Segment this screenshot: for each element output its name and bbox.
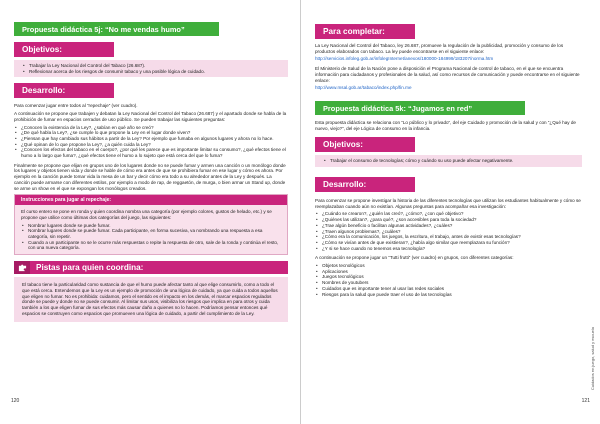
ministerio-link[interactable]: http://www.msal.gob.ar/tabaco/index.php/fin.me [315,85,412,91]
right-page [300,0,600,424]
list-item: • Cuidados que es importante tener al usar las redes sociales [315,286,582,292]
questions-list [14,125,288,159]
instructions-heading: Instrucciones para jugar al repechaje: [15,195,287,205]
left-content [14,22,288,322]
page-number: 120 [11,398,20,404]
list-item: • ¿Cómo era la comunicación, los juegos, la escritura, el trabajo, antes de existir esas tecnologías? [315,234,582,240]
completar-paragraph: El Ministerio de Salud de la Nación pone a disposición el Programa Nacional de control de tabaco, en el que se encuentra información para ciudadanos y profesionales de la salud, así como recursos de comunicación y puede encontrarse en el siguiente enlace: [315,66,580,83]
pistas-heading-bar [14,261,288,274]
instructions-box [14,194,288,255]
puzzle-icon [14,261,30,274]
objetivos-list [22,63,280,74]
list-item: • Nombrar lugares donde se puede fumar. [21,223,281,229]
instructions-body [15,205,287,254]
categories-list [315,263,582,297]
completar-paragraph: La Ley Nacional del Control del Tabaco, ley 26.687, promueve la regulación de la publicidad, promoción y consumo de los productos elaborados con tabaco. La ley puede encontrarse en el siguiente enlace: [315,43,564,54]
questions-list [315,211,582,251]
objetivos-box [315,155,582,167]
objetivos-heading: Objetivos: [315,137,415,152]
desarrollo-heading: Desarrollo: [14,83,114,98]
instructions-list [21,223,281,252]
list-item: • Juegos tecnológicos [315,274,582,280]
ley-link[interactable]: http://servicios.infoleg.gob.ar/infolegInternet/anexos/180000-184999/183207/norma.htm [315,56,494,62]
list-item: • Nombrar lugares donde se puede fumar. Cada participante, en forma sucesiva, va nombrando una respuesta a esa categoría, sin repetir. [21,228,281,239]
vertical-running-title: Cuidados en juego, salud y escuela [590,326,595,390]
list-item: • ¿Quiénes las utilizan?, ¿para qué?, ¿son accesibles para toda la sociedad? [315,217,582,223]
instructions-intro: El curso entero se pone en ronda y quien coordina nombra una categoría (por ejemplo colores, gustos de helado, etc.) y se propone que utilice como últimas dos categorías del juego, las siguientes: [21,209,272,220]
closing-paragraph: Finalmente se propone que elijan en grupos uno de los lugares donde no se puede fumar y armen una canción o un monólogo donde los lugares y objetos tienen vida y donde se hable de cómo era antes de que se prohibiera fumar en ese lugar y cómo es ahora. Por ejemplo en la canción puede tomar vida la mesa de un bar y decir cómo era todo a su alrededor antes de la Ley y después. La canción puede armarse con diferentes estilos, por ejemplo a modo de rap, de reggaetón, de murga, o bien armar un Stand up, donde se arme un show en el que se expongan los monólogos creados. [14,162,286,191]
list-item: • Riesgos para la salud que puede traer el uso de las tecnologías [315,292,582,298]
list-item: • ¿Conocen la existencia de la Ley?, ¿sabían en qué año se creó? [14,125,288,131]
list-item: • ¿De qué habla la Ley?, ¿se cumple lo que propone la Ley en el lugar donde viven? [14,130,288,136]
right-content [315,24,582,297]
list-item: • Reflexionar acerca de los riesgos de consumir tabaco y una posible lógica de cuidado. [22,69,280,75]
pistas-box [14,277,288,322]
para-completar-heading: Para completar: [315,24,415,39]
objetivos-list [323,158,574,164]
page-number: 121 [581,398,590,404]
list-item: • Nombres de youtubers [315,280,582,286]
list-item: • Aplicaciones [315,269,582,275]
objetivos-heading: Objetivos: [14,42,114,57]
list-item: • ¿Cuándo se crearon?, ¿quién las creó?, ¿cómo?, ¿con qué objetivo? [315,211,582,217]
list-item: • ¿Cómo se vivían antes de que existieran?, ¿había algo similar que reemplazara su función? [315,240,582,246]
list-item: • ¿Y si se hace cuando no tenemos esa tecnología? [315,246,582,252]
proposal-5k-intro: Esta propuesta didáctica se relaciona con “Lo público y lo privado”, del eje Cuidado y promoción de la salud y con “¿Qué hay de nuevo, viejo?”, del eje Lógica de consumo en la infancia. [315,119,576,131]
list-item: • ¿Qué opinan de lo que propone la Ley?, ¿a quién cuida la Ley? [14,142,288,148]
desarrollo-intro: Para comenzar jugar entre todos al “repechaje” (ver cuadro). [14,103,138,109]
objetivos-box [14,60,288,77]
list-item: • Cuando a un participante no se le ocurre más respuestas o repite la respuesta de otro, sale de la ronda y continúa el resto, con una nueva categoría. [21,240,281,251]
pistas-heading: Pistas para quien coordina: [36,263,144,273]
list-item: • ¿Trae algún beneficio o facilitan algunas actividades?, ¿cuáles? [315,223,582,229]
proposal-5j-title: Propuesta didáctica 5j: “No me vendas humo” [14,22,219,36]
desarrollo-intro: Para comenzar se propone investigar la historia de las diferentes tecnologías que utilizan los estudiantes habitualmente y cómo se reemplazaban cuando aún no existían. Algunas preguntas para acompañar esa investigación: [315,198,581,209]
list-item: • ¿Traen algunos problemas?, ¿cuáles? [315,229,582,235]
pistas-text: El tabaco tiene la particularidad como sustancia de que el humo puede afectar tanto al que elige consumirlo, como a todo el que está cerca. Entendemos que la Ley es un ejemplo de promoción de una lógica de cuidado, ya que cuida a todos aquellos que eligen no fumar. No es prohibida: cuidamos, pero el sentido es el impacto en los demás, el marcar espacios regulados donde se puede y donde no se puede consumir. Al limitar sus usos, visibiliza los riesgos que implica en para otros y cuida también a los que eligen fumar de sus efectos más causar daño a quienes no lo hacen. Podríamos pensar entonces qué espacios se construyen como espacios que promueven una lógica de cuidado, a partir del cumplimiento de la Ley. [22,282,278,316]
list-item: • Objetos tecnológicos [315,263,582,269]
list-item: • ¿Piensan que hay cambiado sus hábitos a partir de la Ley? Por ejemplo que fumaba en algunos lugares y ahora no lo hace. [14,136,288,142]
desarrollo-continue: A continuación se propone jugar un “Tutti frutti” (ver cuadro) en grupos, con diferentes categorías: [315,255,514,261]
proposal-5k-title: Propuesta didáctica 5k: “Jugamos en red” [315,101,525,115]
desarrollo-paragraph: A continuación se propone que trabajen y debatan la Ley Nacional del Control del Tabaco (26.687) y el apartado donde se habla de la prohibición de fumar en espacios cerrados de uso público. Se pueden trabajar las siguientes preguntas: [14,111,287,122]
desarrollo-heading: Desarrollo: [315,177,415,192]
list-item: • Trabajar el consumo de tecnologías; cómo y cuándo su uso puede afectar negativamente. [323,158,574,164]
list-item: • ¿Conocen los efectos del tabaco en el cuerpo?, ¿por qué les parece que es importante limitar su consumo?, ¿qué efectos tiene el humo a lo largo que fuma?, ¿qué efectos tiene el humo a lo sujeto que está cerca del que lo fuma? [14,147,288,158]
list-item: • Trabajar la Ley Nacional del Control del Tabaco (26.687). [22,63,280,69]
